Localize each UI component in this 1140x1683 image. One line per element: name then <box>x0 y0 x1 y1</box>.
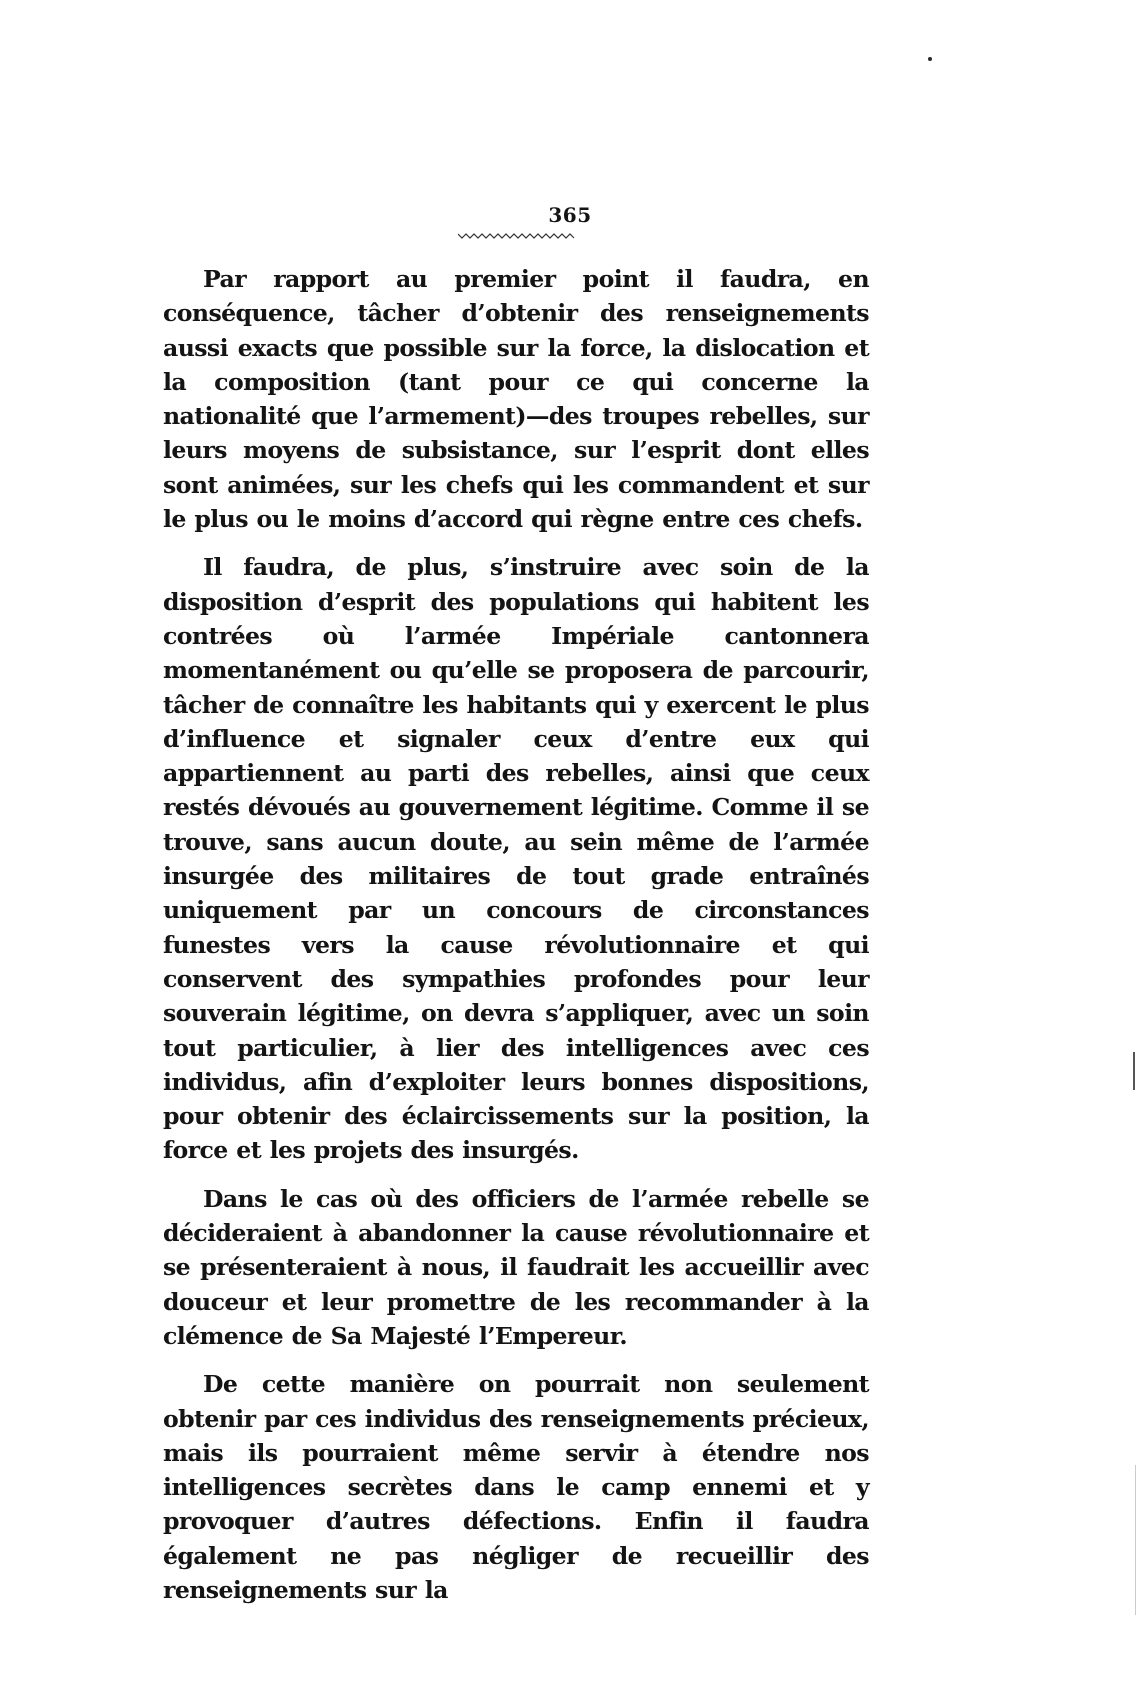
scan-speck <box>928 57 932 61</box>
paragraph-3: Dans le cas où des officiers de l’armée rebelle se décideraient à abandonner la cause révolutionnaire et se présenteraient à nous, il faudrait les accueillir avec douceur et leur promettre de les recommander à la clémence de Sa Majesté l’Empereur. <box>163 1184 869 1350</box>
page-number: 365 <box>548 203 592 227</box>
paragraph-1: Par rapport au premier point il faudra, en conséquence, tâcher d’obtenir des renseignements aussi exacts que possible sur la force, la dislocation et la composition (tant pour ce qui concerne la nationalité que l’armement)—des troupes rebelles, sur leurs moyens de subsistance, sur l’esprit dont elles sont animées, sur les chefs qui les commandent et sur le plus ou le moins d’accord qui règne entre ces chefs. <box>163 265 869 534</box>
paragraph-4: De cette manière on pourrait non seulement obtenir par ces individus des renseignements précieux, mais ils pourraient même servir à étendre nos intelligences secrètes dans le camp ennemi et y provoquer d’autres défections. Enfin il faudra également ne pas négliger de recueillir des renseignements sur la <box>163 1370 869 1604</box>
scan-edge-mark <box>1133 1052 1135 1090</box>
scan-edge-mark <box>1135 1465 1136 1615</box>
paragraph-2: Il faudra, de plus, s’instruire avec soin de la disposition d’esprit des populations qui habitent les contrées où l’armée Impériale cantonnera momentanément ou qu’elle se proposera de parcourir, tâcher de connaître les habitants qui y exercent le plus d’influence et signaler ceux d’entre eux qui appartiennent au parti des rebelles, ainsi que ceux restés dévoués au gouvernement légitime. Comme il se trouve, sans aucun doute, au sein même de l’armée insurgée des militaires de tout grade entraînés uniquement par un concours de circonstances funestes vers la cause révolutionnaire et qui conservent des sympathies profondes pour leur souverain légitime, on devra s’appliquer, avec un soin tout particulier, à lier des intelligences avec ces individus, afin d’exploiter leurs bonnes dispositions, pour obtenir des éclaircissements sur la position, la force et les projets des insurgés. <box>163 553 869 1165</box>
page-number-wavy-rule <box>458 232 576 240</box>
body-text <box>163 262 869 1621</box>
